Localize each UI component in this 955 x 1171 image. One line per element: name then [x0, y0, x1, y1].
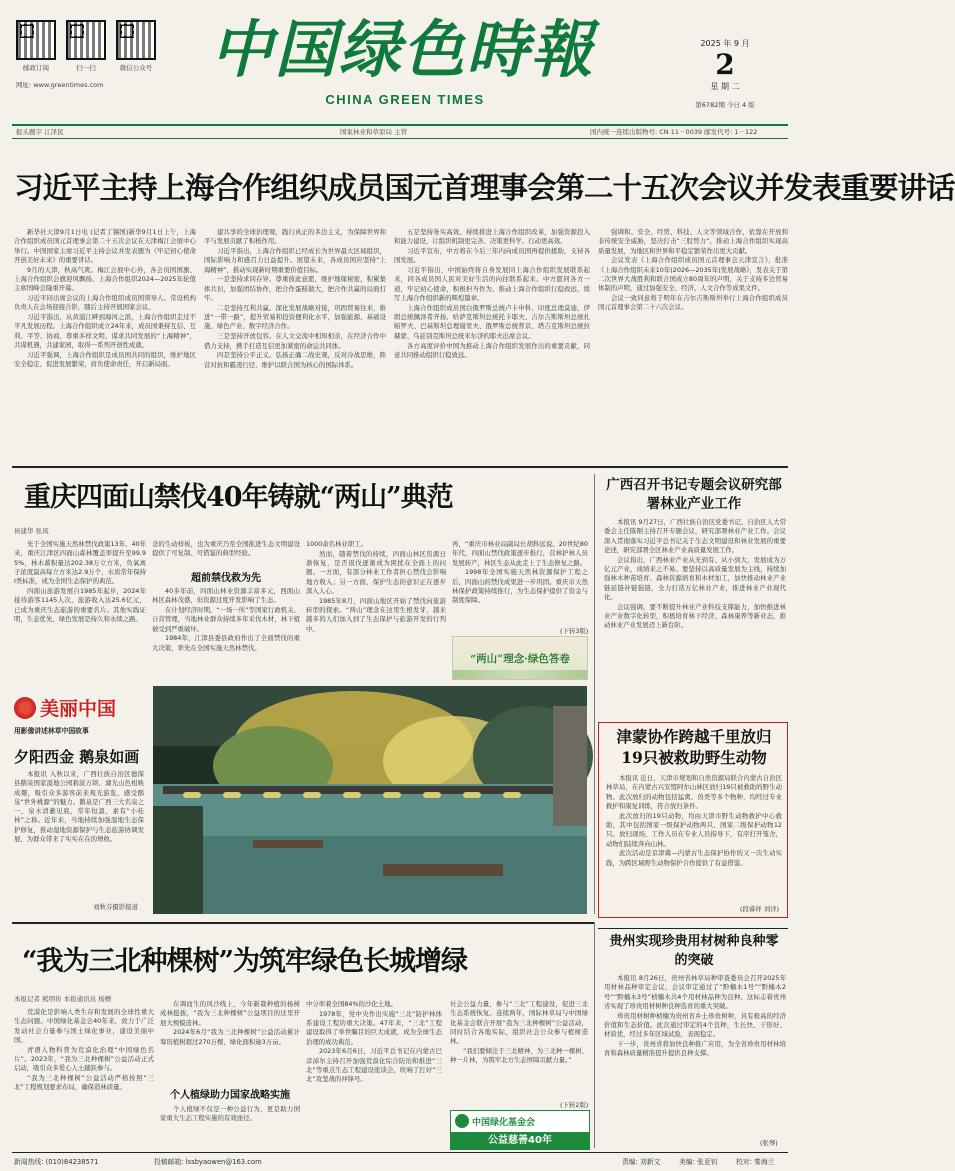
- foundation-logo-icon: [455, 1114, 469, 1128]
- paragraph: 2024年6月“我为三北种棵树”公益活动累计筹资植树超过270万棵，绿化面积逾3万亩。: [160, 1028, 300, 1046]
- art-editor: 美编: 张亚钊: [679, 1158, 718, 1166]
- ad-slogan: 公益慈善40年: [488, 1135, 552, 1146]
- sidebar-b-credit: (张琴): [760, 1139, 778, 1147]
- feature-brand: 美丽中国: [40, 698, 117, 720]
- mountain-decoration: [453, 670, 587, 679]
- paragraph: “我们要倾注于三北精神，为三北种一棵树、种一片林，为筑牢北方生态屏障贡献力量。”: [450, 1046, 588, 1065]
- paragraph: 会议强调，要不断提升林业产业科技支撑能力，加快推进林业产业数字化转型，积极培育林下经济、森林康养等新业态，推动林业产业发展迈上新台阶。: [604, 602, 786, 630]
- lead-column-4: [598, 228, 788, 460]
- paragraph: 下一步，贵州省将加快良种推广应用，为全省珍贵用材林培育和森林质量精准提升提供良种支撑。: [604, 1040, 786, 1058]
- paragraph: 本报讯 近日，天津市规划和自然资源局联合内蒙古自治区林草局，在内蒙古兴安盟阿尔山林区放归19只被救助的野生动物。此次放归的动物包括猛禽、兽类等多个物种，均经过专业救护和康复训练，符合放归条件。: [606, 774, 782, 810]
- paragraph: 习近平指出，中国始终将自身发展同上海合作组织发展联系起来，同各成员国人民对美好生活的向往联系起来。中方愿同各方一道，牢记初心使命，积极担当作为，推动上海合作组织行稳致远，续写上海合作组织新的辉煌篇章。: [394, 266, 590, 303]
- serial-number: 国内统一连续出版物号: CN 11－0039 邮发代号: 1－122: [590, 128, 758, 136]
- paragraph: 1000余名林业职工。: [306, 540, 367, 548]
- masthead: [0, 0, 800, 140]
- paragraph: 本报讯 入秋以来，广西壮族自治区德保县鹅泉国家湿地公园碧波万顷、湖光山色相映成趣，吸引众多游客前来观光游览，感受鹅泉“世外桃源”的魅力。鹅泉是广西三大名泉之一，泉水清澈见底，常年恒温，素有“小桂林”之称。近年来，当地持续加强湿地生态保护修复，推动湿地资源保护与生态旅游协调发展，为群众带来了实实在在的增收。: [14, 770, 144, 844]
- feature-tagline: 用影像讲述林草中国故事: [14, 727, 89, 735]
- feature-body: [14, 770, 144, 900]
- paragraph: 会议指出，广西林业产业从无到有、从小到大，发展成为万亿元产业，成绩来之不易。要坚持以高质量发展为主线，持续加强林木种苗培育、森林资源培育和木材加工，加快推动林业产业链延链补链强链，全力打造万亿林业产业，推进林业产业现代化。: [604, 555, 786, 601]
- paragraph: 本报讯 8月26日，贵州省林草局种审查委员会召开2025年用材林品种审定会议，会议审定通过了“黔楠木1号”“黔楠木2号”“黔楠木3号”桢楠木共4个用材林品种为良种。这标志着贵州省实现了珍贵用材树种良种选育的重大突破。: [604, 974, 786, 1010]
- paragraph: 再，“重庆市林业局副局长胡科远说。20世纪80年代，四面山禁伐政策逐步推行，营林护林人员发展转产，林区生态从此走上了生态修复之路。: [452, 540, 588, 567]
- sidebar-a-headline[interactable]: 广西召开书记专题会议研究部署林业产业工作: [606, 477, 782, 512]
- story-b-credit: (段睿祥 刘洋): [740, 905, 779, 913]
- inscription: 报头题字 江泽民: [16, 128, 64, 136]
- story-a-continued: (下转3版): [560, 627, 589, 635]
- feature-title: 夕阳西金 鹅泉如画: [14, 748, 140, 766]
- lead-column-1: [14, 228, 196, 460]
- weekday: 星 期 二: [710, 82, 740, 91]
- paragraph: 三是坚持开放包容。在人文交流中相知相亲，在经济合作中借力支持，携手打造互信更加紧密的命运共同体。: [204, 332, 386, 350]
- beautiful-china-badge: [14, 694, 144, 738]
- qr-subscribe[interactable]: [16, 20, 56, 72]
- landscape-illustration: [153, 686, 587, 914]
- sidebar-a-body: [604, 518, 786, 716]
- paragraph: 二是坚持互利共赢。深化发展战略对接，巩固贸易往来，推进“一带一路”，提升贸易和投资便利化水平，加强能源、基础设施、绿色产业、数字经济合作。: [204, 303, 386, 331]
- story-c-column-4: [450, 1000, 588, 1100]
- news-hotline: 新闻热线: (010)84238571: [14, 1158, 99, 1166]
- paragraph: 强调和、安全、经贸、科技、人文等领域合作，依靠在开放和非传统安全威胁，坚决打击“三股势力”，推动上海合作组织实现高质量发展，为地区和世界和平稳定繁荣作出更大贡献。: [598, 228, 788, 255]
- paragraph: 2023年6月6日，习近平总书记在内蒙古巴彦淖尔主持召开加强荒漠化综合防治和推进“三北”等重点生态工程建设座谈会，吹响了打好“三北”攻坚战的冲锋号。: [306, 1047, 442, 1084]
- day-number: 2: [715, 48, 735, 81]
- paragraph: 四面山旅游发展自1985年起步，2024年接待游客1145人次，旅游收入达25.6亿元，已成为重庆生态旅游的重要名片。其他实践证明，生态优先、绿色发展是持久和永续之路。: [14, 586, 146, 623]
- paragraph: 五是坚持务实高效。持续推进上海合作组织改革，加强资源投入和能力建设，让组织机制更完善、决策更科学、行动更高效。: [394, 228, 590, 246]
- story-c-col2-tail: [160, 1105, 300, 1149]
- story-c-col2-body: [160, 1000, 300, 1082]
- story-c-continued: (下转2版): [560, 1101, 589, 1109]
- paragraph: 社会公益力量，参与“三北”工程建设，促进三北生态系统恢复。连续两年，国际林草局与中国绿化基金会联合开展“我为三北种棵树”公益活动，同时结合各地实际，组织社会公众参与植树造林。: [450, 1000, 588, 1046]
- paragraph: 习近平宣布，中方将在今后三年内向成员国再提供援助，支持各国发展。: [394, 247, 590, 265]
- paragraph: 个人植绿不仅是一种公益行为，更是助力国家重大生态工程实施的有效途径。: [160, 1105, 300, 1123]
- feature-credit: 刘秋芬摄影报道: [93, 903, 138, 911]
- submission-email[interactable]: 投稿邮箱: lssbyaowen@163.com: [154, 1158, 262, 1166]
- paragraph: “我为三北种棵树”公益活动严格按照“三北”工程规划要求布局，确保造林质量。: [14, 1074, 154, 1092]
- paragraph: 此次放归的19只动物，均由天津市野生动物救护中心救助，其中包括国家一级保护动物两只、国家二级保护动物12只。放归现场，工作人员在专业人员指导下，有序打开笼舍，动物们陆续奔向山林。: [606, 811, 782, 848]
- paragraph: 1985年8月，四面山地区开始了禁伐向旅游转型的探索。“两山”理念在这里生根发芽，越来越多的人们加入到了生态保护与旅游开发的行列中。: [306, 596, 446, 633]
- paragraph: 习近平指出，从黄浦江畔到海河之滨，上海合作组织走过不平凡发展历程。上海合作组织成立24年来，成员国秉持互信、互利、平等、协商、尊重多样文明、谋求共同发展的“上海精神”，共谋机遇，共建家园，取得一系列开创性成就。: [14, 313, 196, 350]
- newspaper-title: 中国绿色時報: [210, 13, 595, 86]
- qr-scan[interactable]: [66, 20, 106, 72]
- paragraph: 珍贵用材树种桢楠为贵州省乡土珍贵树种，具有极高的经济价值和生态价值。此次通过审定的4个良种，生长快、干形好、材质优，经过多年区域试验，表现稳定。: [604, 1011, 786, 1039]
- paragraph: 1998年全国实施天然林资源保护工程之后，四面山的禁伐成果进一步巩固。重庆市天然林保护政策持续推行，为生态保护提供了资金与制度保障。: [452, 568, 588, 605]
- two-mountains-banner: [452, 636, 588, 680]
- paragraph: 四是坚持公平正义。弘扬正确二战史观，反对冷战思维，阵营对抗和霸凌行径，维护以联合国为核心的国际体系。: [204, 351, 386, 369]
- story-c-subhead: 个人植绿助力国家战略实施: [170, 1090, 290, 1101]
- proofreader: 校对: 秦海兰: [736, 1158, 775, 1166]
- story-a-column-1: [14, 540, 146, 682]
- paragraph: 9月的天津，秋高气爽。梅江会展中心外，各会员国国旗、上海合作组织会旗迎风飘扬。上海合作组织2024—2025年轮值主席国峰会隆重开幕。: [14, 265, 196, 293]
- paragraph: 中分率着全国84%的沙化土地。: [306, 1000, 397, 1008]
- story-b-headline[interactable]: 津蒙协作跨越千里放归19只被救助野生动物: [616, 727, 772, 767]
- website[interactable]: 网址: www.greentimes.com: [16, 81, 104, 89]
- paragraph: 习近平同出席会议的上海合作组织成员国领导人、常设机构负责人在会场迎接合影，随后主持开展国家会议。: [14, 294, 196, 312]
- sponsor: 国家林业和草原局 主管: [340, 128, 408, 136]
- paragraph: 在调而生的风沙线上，今年新栽种植的杨树成林挺拔，“我为三北种棵树”公益项目的这里开展大规模造林。: [160, 1000, 300, 1027]
- footer: [14, 1156, 786, 1168]
- story-a-column-4: [452, 540, 588, 626]
- story-c-column-1: [14, 1008, 154, 1148]
- story-a-col2-lead: [152, 540, 300, 566]
- story-c-column-2-wrap: [160, 1000, 300, 1148]
- paragraph: 先于全国实施天然林禁伐政策13年、40年来，重庆江津区四面山森林覆盖率提升至99.95%，林木蓄积量达202.38万立方米，负氧离子浓度最高每立方米达2.9万个，水质常年保持Ⅰ类标准，成为全国生态保护的典范。: [14, 540, 146, 586]
- story-c-byline: 本报记者 熊明传 本报通讯员 杨赠: [14, 995, 112, 1003]
- sidebar-b-body: [604, 974, 786, 1138]
- flower-icon: [14, 697, 36, 719]
- banner-text: “两山”理念·绿色答卷: [470, 653, 570, 665]
- story-b-body: [606, 774, 782, 904]
- paragraph: 一是坚持求同存异。尊重彼此意愿，维护地缘秘密，积累集体共识，加强团结协作，把合作蛋糕做大，把合作共赢的局面打牢。: [204, 275, 386, 303]
- qr-label: 扫一扫: [76, 64, 96, 72]
- lead-column-3: [394, 228, 590, 460]
- paragraph: 1978年，党中央作出实施“三北”防护林体系建设工程的重大决策。47年来，“三北”工程建设取得了举世瞩目的巨大成就，成为全球生态治理的成功典范。: [306, 1009, 442, 1046]
- newspaper-english: CHINA GREEN TIMES: [325, 92, 485, 107]
- qr-code-icon: [116, 20, 156, 60]
- paragraph: 念的生动样板，也为重庆乃至全国推进生态文明建设提供了可复制、可借鉴的典型经验。: [152, 540, 300, 558]
- qr-codes: [16, 20, 156, 72]
- story-a-headline[interactable]: 重庆四面山禁伐40年铸就“两山”典范: [24, 482, 453, 513]
- paragraph: 此次活动是京津冀—内蒙古生态保护协作的又一次生动实践，为跨区域野生动物保护合作提供了有益借鉴。: [606, 849, 782, 867]
- foundation-ad[interactable]: [450, 1110, 590, 1150]
- story-c-column-3: [306, 1000, 442, 1148]
- qr-label: 邮政订阅: [23, 64, 49, 72]
- qr-code-icon: [16, 20, 56, 60]
- paragraph: 会议一致同意将于明年在吉尔吉斯斯坦举行上海合作组织成员国元首理事会第二十六次会议。: [598, 294, 788, 312]
- qr-label: 微信公众号: [119, 64, 153, 72]
- paragraph: 新华社天津9月1日电 (记者丁锡国)新华9月1日上午，上海合作组织成员国元首理事会第二十五次会议在天津梅江会展中心举行。中国国家主席习近平主持会议并发表题为《牢记初心使命 开创美好未来》的重要讲话。: [14, 228, 196, 264]
- lead-column-2: [204, 228, 386, 460]
- editor: 责编: 刘新文: [622, 1158, 661, 1166]
- ad-org: 中国绿化基金会: [472, 1117, 536, 1128]
- story-a-column-2-wrap: [152, 540, 300, 682]
- paragraph: 上海合作组织成员国白俄罗斯总统卢卡申科、印度总理莫迪、伊朗总统佩泽希齐扬、哈萨克斯坦总统托卡耶夫、吉尔吉斯斯坦总统扎帕罗夫、巴基斯坦总理谢里夫、俄罗斯总统普京、塔吉克斯坦总统拉赫蒙、乌兹别克斯坦总统米尔济约耶夫出席会议。: [394, 303, 590, 340]
- dateline: [665, 38, 785, 109]
- paragraph: 荒漠化是影响人类生存和发展的全球性重大生态问题。中国绿化基金会40年来，致力于广泛发动社会力量参与国土绿化事业，建设美丽中国。: [14, 1008, 154, 1044]
- paragraph: 在计划经济时期，“一场一所”等国家行政机关、自营管理，当地林业群众持续多年采伐木材，林下植被受到严重破坏。: [152, 606, 300, 633]
- paragraph: 各方高度评价中国为推动上海合作组织发展作出的重要贡献，同意共同推动组织行稳致远。: [394, 341, 590, 359]
- paragraph: 习近平指出，上海合作组织已经成长为世界最大区域组织，国际影响力和感召力日益提升。展望未来，各成员国应坚持“上海精神”，推动实现新时期重要价值目标。: [204, 247, 386, 274]
- paragraph: 会议发表《上海合作组织成员国元首理事会天津宣言》，批准《上海合作组织未来10年(2026—2035年)发展战略》，发表关于第二次世界大战胜利和联合国成立80周年的声明，关于支持多边贸易体制的声明，通过加强安全、经济、人文合作等成果文件。: [598, 256, 788, 293]
- issue-number: 第6782期 今日 4 版: [695, 101, 755, 109]
- feature-photo[interactable]: [153, 686, 587, 914]
- qr-wechat[interactable]: [116, 20, 156, 72]
- story-a-byline: 侯建华 张凤: [14, 527, 49, 535]
- paragraph: 建共享的全球治理观，践行真正的多边主义，为保障世界和平与发展贡献了积极作用。: [204, 228, 386, 246]
- qr-code-icon: [66, 20, 106, 60]
- paragraph: 40多年前，四面山林业资源丰富多元，西面山林区森林茂盛，但资源过度开发影响了生态。: [152, 587, 300, 605]
- story-a-col2-body: [152, 587, 300, 683]
- paragraph: 青谱人物科普为荒漠化治理“中国绿色名片”。2023年，“我为三北种棵树”公益活动正式启动，吸引众多爱心人士踊跃参与。: [14, 1045, 154, 1073]
- story-a-subhead: 超前禁伐救为先: [191, 573, 261, 584]
- sidebar-b-headline[interactable]: 贵州实现珍贵用材树种良种零的突破: [609, 934, 779, 968]
- year-month: 2025 年 9 月: [700, 39, 750, 48]
- story-a-column-3: [306, 540, 446, 682]
- paragraph: 然而，随着禁伐的持续，四面山林区资源日渐恢复，是否很伐逐渐成为困扰在全面上的问题。一方面，有部分林业工作者担心禁伐会影响地方收入；另一方面，保护生态的意识正在逐步深入人心。: [306, 549, 446, 595]
- lead-headline[interactable]: 习近平主持上海合作组织成员国元首理事会第二十五次会议并发表重要讲话: [14, 170, 955, 205]
- paragraph: 1984年，江津县委县政府作出了全面禁伐的重大决策，率先在全国实施天然林禁伐。: [152, 634, 300, 652]
- story-c-headline[interactable]: “我为三北种棵树”为筑牢绿色长城增绿: [22, 946, 468, 977]
- paragraph: 本报讯 9月27日，广西壮族自治区党委书记、自治区人大常委会主任陈刚主持召开专题会议，研究部署林业产业工作。会议深入贯彻落实习近平总书记关于生态文明建设和林业发展的重要论述，研究部署全区林业产业高质量发展工作。: [604, 518, 786, 554]
- paragraph: 习近平强调，上海合作组织是成员国共同的组织，维护地区安全稳定、促进发展繁荣，肩负使命责任，开启新局面。: [14, 350, 196, 369]
